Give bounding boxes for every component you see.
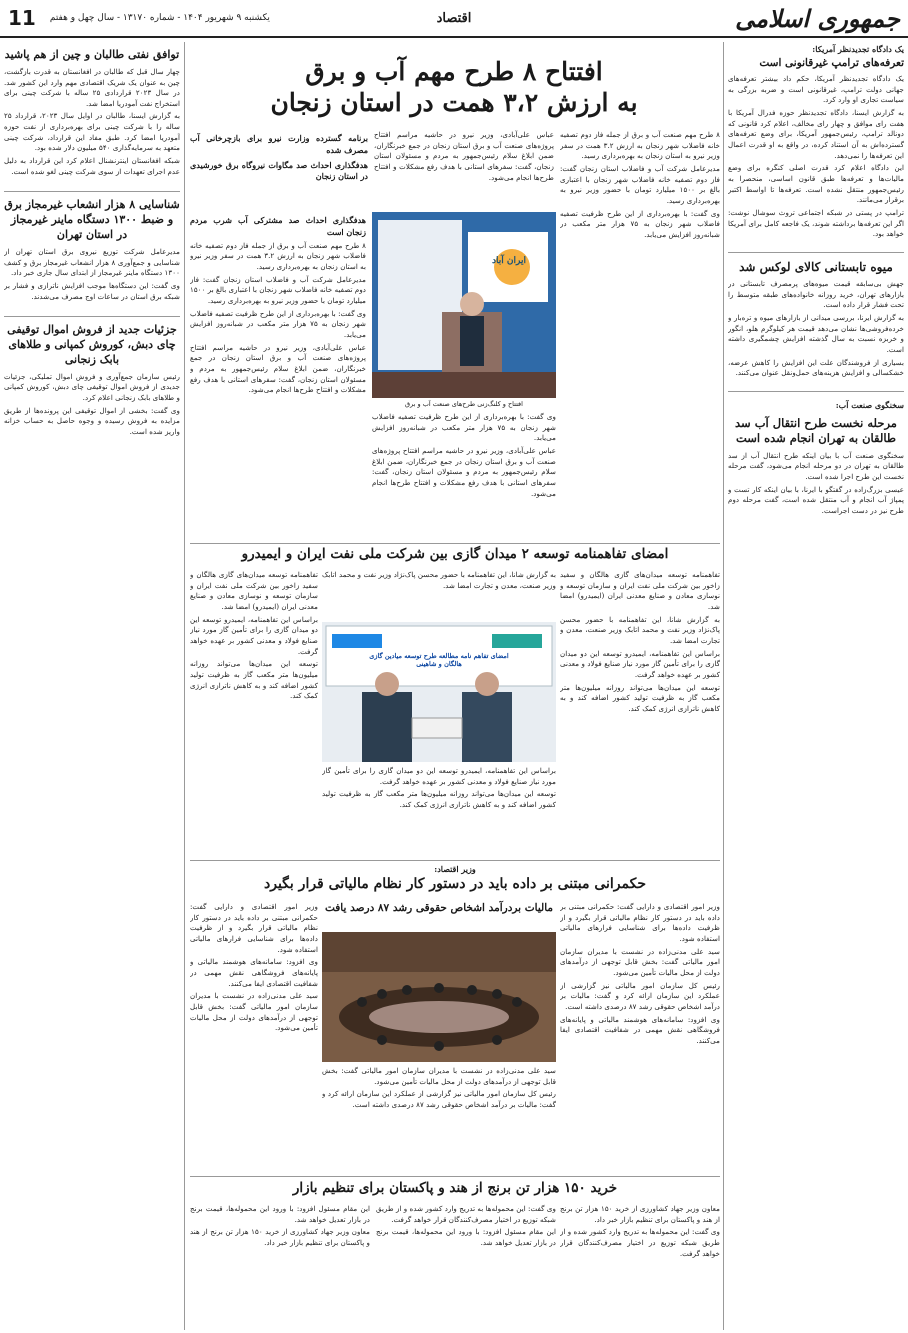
article-kicker: یک دادگاه تجدیدنظر آمریکا: bbox=[812, 44, 904, 54]
paragraph: مدیرعامل شرکت توزیع نیروی برق استان تهران از شناسایی و جمع‌آوری ۸ هزار انشعاب غیرمجاز برق و کشف ۱۳۰۰ دستگاه ماینر غیرمجاز از ابتدای سال جاری خبر داد. bbox=[4, 246, 180, 278]
sub-heading: هدفگذاری احداث صد مشترکی آب شرب مردم زنجان است bbox=[190, 215, 366, 237]
article-title: تعرفه‌های ترامپ غیرقانونی است bbox=[759, 56, 904, 69]
lead-photo bbox=[372, 212, 556, 398]
gas-text-col-3: براساس این تفاهمنامه، ایمیدرو توسعه این دو میدان گازی را برای تأمین گاز مورد نیاز صنایع فولاد و معدنی کشور بر عهده خواهد گرفت. توسعه این میدان‌ها می‌تواند روزانه میلیون‌ها متر مکعب گاز به ظرفیت تولید کشور اضافه کند و به کاهش ناترازی انرژی کمک کند. bbox=[322, 766, 556, 809]
lead-text-col-2: عباس علی‌آبادی، وزیر نیرو در حاشیه مراسم افتتاح پروژه‌های صنعت آب و برق استان زنجان در جمع خبرنگاران، ضمن ابلاغ سلام رئیس‌جمهور به مردم و مسئولان استان زنجان، گفت: سفرهای استانی با هدف رفع مشکلات و افتتاح طرح‌ها انجام می‌شود. bbox=[374, 130, 554, 182]
article-title: جزئیات جدید از فروش اموال توقیفی چای دبش، کوروش کمپانی و طلاهای بابک زنجانی bbox=[7, 323, 177, 366]
paragraph: وی گفت: این دستگاه‌ها موجب افزایش ناترازی و فشار بر شبکه برق استان در ساعات اوج مصرف می‌شدند. bbox=[4, 280, 180, 301]
newspaper-logo: جمهوری اسلامی bbox=[735, 3, 900, 33]
tax-text-col-2: سید علی مدنی‌زاده در نشست با مدیران سازمان امور مالیاتی گفت: بخش قابل توجهی از درآمدهای دولت از محل مالیات تأمین می‌شود. رئیس کل سازمان امور مالیاتی نیز گزارشی از عملکرد این سازمان ارائه کرد و گفت: مالیات بر درآمد اشخاص حقوقی رشد ۸۷ درصدی داشته است. bbox=[322, 1066, 556, 1109]
gas-text-col-4: تفاهمنامه توسعه میدان‌های گازی هالگان و سفید زاخور بین شرکت ملی نفت ایران و سازمان توسعه و نوسازی معادن و صنایع معدنی ایران (ایمیدرو) امضا شد. براساس این تفاهمنامه، ایمیدرو توسعه این دو میدان گازی را برای تأمین گاز مورد نیاز صنایع فولاد و معدنی کشور بر عهده خواهد گرفت. توسعه این میدان‌ها می‌تواند روزانه میلیون‌ها متر مکعب گاز به ظرفیت تولید کشور اضافه کند و به کاهش ناترازی انرژی کمک کند. bbox=[190, 570, 318, 701]
tax-photo bbox=[322, 932, 556, 1062]
page-number: 11 bbox=[8, 6, 36, 30]
right-column bbox=[728, 44, 904, 1330]
gas-headline: امضای تفاهمنامه توسعه ۲ میدان گازی بین شرکت ملی نفت ایران و ایمیدرو bbox=[241, 546, 669, 562]
paragraph: بسیاری از فروشندگان علت این افزایش را کاهش عرضه، خشکسالی و افزایش هزینه‌های حمل‌ونقل عنوان می‌کنند. bbox=[728, 357, 904, 378]
lead-headline: افتتاح ۸ طرح مهم آب و برق به ارزش ۳،۲ همت در استان زنجان bbox=[270, 57, 638, 118]
paragraph: به گزارش ایرنا، بررسی میدانی از بازارهای میوه و تره‌بار و خرده‌فروشی‌ها نشان می‌دهد قیمت هر کیلوگرم هلو، انگور و خربزه نسبت به سال گذشته افزایش چشمگیری داشته است. bbox=[728, 313, 904, 354]
column-divider bbox=[184, 42, 185, 1330]
rice-headline: خرید ۱۵۰ هزار تن برنج از هند و پاکستان برای تنظیم بازار bbox=[292, 1180, 618, 1196]
article-title: توافق نفتی طالبان و چین از هم پاشید bbox=[4, 48, 180, 61]
rice-text-col-2: وی گفت: این محموله‌ها به تدریج وارد کشور شده و از طریق شبکه توزیع در اختیار مصرف‌کنندگان قرار خواهد گرفت. این مقام مسئول افزود: با ورود این محموله‌ها، قیمت برنج در بازار تعدیل خواهد شد. bbox=[376, 1204, 556, 1247]
gas-photo bbox=[322, 622, 556, 762]
paragraph: این دادگاه اعلام کرد قدرت اصلی کنگره برای وضع مالیات‌ها و تعرفه‌ها طبق قانون اساسی، منحصرا به رئیس‌جمهور منتقل نشده است. تعرفه‌ها تا اواسط اکتبر برقرار می‌مانند. bbox=[728, 163, 904, 205]
tax-text-col-3: وزیر امور اقتصادی و دارایی گفت: حکمرانی مبتنی بر داده باید در دستور کار نظام مالیاتی قرار بگیرد و از ظرفیت داده‌ها برای شناسایی فرارهای مالیاتی استفاده شود. وی افزود: سامانه‌های هوشمند مالیاتی و پایانه‌های فروشگاهی نقش مهمی در شفافیت اقتصادی ایفا می‌کنند. سید علی مدنی‌زاده در نشست با مدیران سازمان امور مالیاتی گفت: بخش قابل توجهی از درآمدهای دولت از محل مالیات تأمین می‌شود. bbox=[190, 902, 318, 1033]
masthead bbox=[0, 0, 908, 38]
photo-caption: افتتاح و کلنگ‌زنی طرح‌های صنعت آب و برق bbox=[405, 400, 523, 408]
article-title: مرحله نخست طرح انتقال آب سد طالقان به تهران انجام شده است bbox=[735, 415, 897, 446]
paragraph: رئیس سازمان جمع‌آوری و فروش اموال تملیکی، جزئیات جدیدی از فروش اموال توقیفی چای دبش، کوروش کمپانی و طلاهای بابک زنجانی اعلام کرد. bbox=[4, 371, 180, 403]
sub-heading: هدفگذاری احداث صد مگاوات نیروگاه برق خورشیدی در استان زنجان bbox=[190, 159, 368, 182]
paragraph: به گزارش ایسنا، طالبان در اوایل سال ۲۰۲۳، قرارداد ۲۵ ساله را با شرکت چینی برای بهره‌برداری از نفت حوزه آمودریا امضا کرد. طبق مفاد این قرارداد، شرکت چینی متعهد به سرمایه‌گذاری ۵۴۰ میلیون دلار شده بود. bbox=[4, 111, 180, 153]
paragraph: وی گفت: بخشی از اموال توقیفی این پرونده‌ها از طریق مزایده به فروش رسیده و وجوه حاصل به حساب خزانه واریز شده است. bbox=[4, 405, 180, 437]
sub-heading: برنامه گسترده وزارت نیرو برای بازچرخانی آب مصرف شده bbox=[190, 133, 368, 155]
left-column bbox=[4, 44, 180, 1330]
paragraph: سخنگوی صنعت آب با بیان اینکه طرح انتقال آب از سد طالقان به تهران در دو مرحله انجام می‌شود، گفت مرحله نخست این طرح اجرا شده است. bbox=[728, 450, 904, 482]
gas-photo-scene bbox=[322, 622, 556, 762]
tax-photo-scene bbox=[322, 932, 556, 1062]
tax-sub-headline: مالیات بردرآمد اشخاص حقوقی رشد ۸۷ درصد یافت bbox=[324, 902, 554, 914]
paragraph: به گزارش ایسنا، دادگاه تجدیدنظر حوزه فدرال آمریکا با هفت رای موافق و چهار رای مخالف، اعلام کرد قانونی که دونالد ترامپ، رئیس‌جمهور آمریکا، برای وضع تعرفه‌های گسترده‌اش به آن استناد کرده، در واقع به او قدرت اعمال این تعرفه‌ها را نمی‌دهد. bbox=[728, 107, 904, 160]
section-title: اقتصاد bbox=[436, 10, 472, 26]
article-title: میوه تابستانی کالای لوکس شد bbox=[739, 259, 893, 274]
lead-sub-col bbox=[190, 130, 368, 210]
tax-headline: حکمرانی مبتنی بر داده باید در دستور کار نظام مالیاتی قرار بگیرد bbox=[264, 876, 646, 892]
rice-text-col-1: معاون وزیر جهاد کشاورزی از خرید ۱۵۰ هزار تن برنج از هند و پاکستان برای تنظیم بازار خبر داد. وی گفت: این محموله‌ها به تدریج وارد کشور شده و از طریق شبکه توزیع در اختیار مصرف‌کنندگان قرار خواهد گرفت. bbox=[560, 1204, 720, 1258]
paragraph: ترامپ در پستی در شبکه اجتماعی تروث سوشال نوشت: اگر این تعرفه‌ها برداشته شوند، یک فاجعه کامل برای آمریکا خواهد بود. bbox=[728, 207, 904, 239]
tax-kicker: وزیر اقتصاد: bbox=[434, 864, 476, 874]
paragraph: شبکه افغانستان اینترنشنال اعلام کرد این قرارداد به دلیل عدم اجرای تعهدات از سوی شرکت چینی لغو شده است. bbox=[4, 156, 180, 176]
tax-text-col-1: وزیر امور اقتصادی و دارایی گفت: حکمرانی مبتنی بر داده باید در دستور کار نظام مالیاتی قرار بگیرد و از ظرفیت داده‌ها برای شناسایی فرارهای مالیاتی استفاده شود. سید علی مدنی‌زاده در نشست با مدیران سازمان امور مالیاتی گفت: بخش قابل توجهی از درآمدهای دولت از محل مالیات تأمین می‌شود. رئیس کل سازمان امور مالیاتی نیز گزارشی از عملکرد این سازمان ارائه کرد و گفت: مالیات بر درآمد اشخاص حقوقی رشد ۸۷ درصدی داشته است. وی افزود: سامانه‌های هوشمند مالیاتی و پایانه‌های فروشگاهی نقش مهمی در شفافیت اقتصادی ایفا می‌کنند. bbox=[560, 902, 720, 1045]
photo-banner: امضای تفاهم نامه مطالعه طرح توسعه میادین گازی هالگان و شاهینی bbox=[369, 652, 509, 668]
article-title: شناسایی ۸ هزار انشعاب غیرمجاز برق و ضبط ۱۳۰۰ دستگاه ماینر غیرمجاز در استان تهران bbox=[4, 198, 180, 242]
dateline: یکشنبه ۹ شهریور ۱۴۰۴ - شماره ۱۳۱۷۰ - سال چهل و هفتم bbox=[49, 13, 270, 23]
lead-text-col-1: ۸ طرح مهم صنعت آب و برق از جمله فاز دوم تصفیه خانه فاضلاب شهر زنجان به ارزش ۳.۲ همت در سفر وزیر نیرو به استان زنجان به بهره‌برداری رسید. مدیرعامل شرکت آب و فاضلاب استان زنجان گفت: فاز دوم تصفیه خانه فاضلاب شهر زنجان با اعتباری بالغ بر ۱۵۰۰ میلیارد تومان با حضور وزیر نیرو به بهره‌برداری رسید. وی گفت: با بهره‌برداری از این طرح ظرفیت تصفیه فاضلاب شهر زنجان به ۷۵ هزار متر مکعب در شبانه‌روز افزایش می‌یابد. bbox=[560, 130, 720, 239]
paragraph: عیسی بزرگ‌زاده در گفتگو با ایرنا، با بیان اینکه کار تست و پمپاژ آب انجام و آب منتقل شده است، گفت مرحله دوم طرح نیز در دست اجراست. bbox=[728, 484, 904, 516]
column-divider bbox=[723, 42, 724, 1330]
lead-photo-scene bbox=[372, 212, 556, 398]
paragraph: چهار سال قبل که طالبان در افغانستان به قدرت بازگشت، چین به عنوان یک شریک اقتصادی مهم وارد این کشور شد. در سال ۲۰۲۳ قراردادی ۲۵ ساله با شرکت چینی برای استخراج نفت آمودریا امضا شد. bbox=[4, 66, 180, 108]
paragraph: جهش بی‌سابقه قیمت میوه‌های پرمصرف تابستانی در بازارهای تهران، خرید روزانه خانواده‌های طبقه متوسط را تحت فشار قرار داده است. bbox=[728, 279, 904, 310]
rice-text-col-3: این مقام مسئول افزود: با ورود این محموله‌ها، قیمت برنج در بازار تعدیل خواهد شد. معاون وزیر جهاد کشاورزی از خرید ۱۵۰ هزار تن برنج از هند و پاکستان برای تنظیم بازار خبر داد. bbox=[190, 1204, 370, 1247]
lead-text-col-3: هدفگذاری احداث صد مشترکی آب شرب مردم زنجان است ۸ طرح مهم صنعت آب و برق از جمله فاز دوم تصفیه خانه فاضلاب شهر زنجان به ارزش ۳.۲ همت در سفر وزیر نیرو به استان زنجان به بهره‌برداری رسید. مدیرعامل شرکت آب و فاضلاب استان زنجان گفت: فاز دوم تصفیه خانه فاضلاب شهر زنجان با اعتباری بالغ بر ۱۵۰۰ میلیارد تومان با حضور وزیر نیرو به بهره‌برداری رسید. وی گفت: با بهره‌برداری از این طرح ظرفیت تصفیه فاضلاب شهر زنجان به ۷۵ هزار متر مکعب در شبانه‌روز افزایش می‌یابد. عباس علی‌آبادی، وزیر نیرو در حاشیه مراسم افتتاح پروژه‌های صنعت آب و برق استان زنجان در جمع خبرنگاران، ضمن ابلاغ سلام رئیس‌جمهور به مردم و مسئولان استان زنجان، گفت: سفرهای استانی با هدف رفع مشکلات و افتتاح طرح‌ها انجام می‌شود. bbox=[190, 215, 366, 395]
paragraph: یک دادگاه تجدیدنظر آمریکا، حکم داد بیشتر تعرفه‌های جهانی دولت ترامپ، غیرقانونی است و ضربه بزرگی به سیاست تجاری او وارد کرد. bbox=[728, 74, 904, 105]
article-kicker: سخنگوی صنعت آب: bbox=[835, 399, 904, 410]
photo-banner: ایران آباد bbox=[492, 256, 526, 266]
gas-text-col-2: به گزارش شانا، این تفاهمنامه با حضور محسن پاک‌نژاد وزیر نفت و محمد اتابک وزیر صنعت، معدن و تجارت امضا شد. bbox=[322, 570, 556, 590]
gas-text-col-1: تفاهمنامه توسعه میدان‌های گازی هالگان و سفید زاخور بین شرکت ملی نفت ایران و سازمان توسعه و نوسازی معادن و صنایع معدنی ایران (ایمیدرو) امضا شد. به گزارش شانا، این تفاهمنامه با حضور محسن پاک‌نژاد وزیر نفت و محمد اتابک وزیر صنعت، معدن و تجارت امضا شد. براساس این تفاهمنامه، ایمیدرو توسعه این دو میدان گازی را برای تأمین گاز مورد نیاز صنایع فولاد و معدنی کشور بر عهده خواهد گرفت. توسعه این میدان‌ها می‌تواند روزانه میلیون‌ها متر مکعب گاز به ظرفیت تولید کشور اضافه کند و به کاهش ناترازی انرژی کمک کند. bbox=[560, 570, 720, 713]
lead-text-col-4: وی گفت: با بهره‌برداری از این طرح ظرفیت تصفیه فاضلاب شهر زنجان به ۷۵ هزار متر مکعب در شبانه‌روز افزایش می‌یابد. عباس علی‌آبادی، وزیر نیرو در حاشیه مراسم افتتاح پروژه‌های صنعت آب و برق استان زنجان در جمع خبرنگاران، ضمن ابلاغ سلام رئیس‌جمهور به مردم و مسئولان استان زنجان، گفت: سفرهای استانی با هدف رفع مشکلات و افتتاح طرح‌ها انجام می‌شود. bbox=[372, 412, 556, 498]
